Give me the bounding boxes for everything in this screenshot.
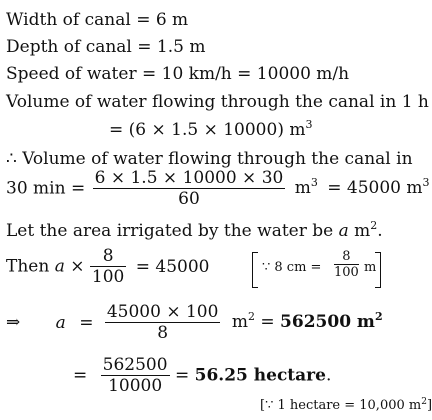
note-right-bracket [375, 252, 381, 288]
hectare-result-group [175, 366, 331, 386]
volume-30min-result-text: = 45000 m [327, 177, 423, 198]
note-left-bracket [252, 252, 258, 288]
a-numerator: 45000 × 100 [106, 302, 219, 322]
hectare-equals-2: = [174, 365, 195, 386]
hectare-period: . [325, 365, 332, 386]
then-equation [6, 246, 210, 287]
a-variable: a [55, 312, 66, 333]
then-denominator: 100 [91, 267, 125, 287]
then-numerator: 8 [102, 246, 114, 266]
volume-30min-fraction [93, 168, 286, 209]
a-result-exp: 2 [374, 309, 383, 323]
volume-30min-unit-exp: 3 [310, 175, 318, 189]
speed-line: Speed of water = 10 km/h = 10000 m/h [6, 64, 350, 84]
a-result: 562500 m [280, 311, 375, 332]
volume-30min-unit [294, 175, 318, 198]
volume-30min-label: ∴ Volume of water flowing through the canal in [6, 149, 413, 169]
then-fraction [90, 246, 126, 287]
note-numerator: 8 [342, 249, 351, 264]
note-unit: m [364, 260, 377, 275]
a-unit-group [231, 309, 383, 332]
volume-30min-denominator: 60 [93, 188, 286, 209]
volume-1h-expression [109, 120, 312, 142]
area-intro-line [6, 221, 383, 243]
footnote-text: [∵ 1 hectare = 10,000 m [260, 398, 422, 413]
a-unit-exp: 2 [247, 309, 255, 323]
width-line: Width of canal = 6 m [6, 10, 189, 30]
area-period: . [377, 221, 383, 241]
volume-30min-numerator: 6 × 1.5 × 10000 × 30 [94, 168, 284, 188]
note-because: ∵ 8 cm = [262, 260, 322, 275]
a-equation [6, 302, 383, 343]
footnote [260, 398, 432, 413]
depth-line: Depth of canal = 1.5 m [6, 37, 206, 57]
a-equals-2: = [254, 311, 281, 332]
a-equals: = [79, 312, 94, 333]
area-variable: a [338, 221, 349, 241]
hectare-numerator: 562500 [102, 355, 168, 375]
then-variable: a [54, 256, 65, 277]
note-fraction [334, 249, 359, 280]
a-denominator: 8 [105, 322, 221, 343]
volume-30min-result-exp: 3 [422, 175, 430, 189]
hectare-equation [73, 355, 331, 396]
then-prefix-group [6, 257, 90, 277]
area-unit: m [348, 221, 371, 241]
footnote-close: ] [426, 398, 432, 413]
then-times: × [64, 256, 90, 277]
hectare-equals: = [73, 365, 88, 386]
volume-30min-result [327, 175, 430, 198]
volume-30min-unit-text: m [294, 177, 311, 198]
implies-symbol: ⇒ [6, 312, 21, 333]
a-unit: m [231, 311, 248, 332]
then-result: = 45000 [135, 256, 210, 277]
volume-30min-prefix: 30 min = [6, 178, 86, 199]
footnote-exp: 2 [421, 397, 427, 407]
then-prefix: Then [6, 256, 55, 277]
note-denominator: 100 [334, 265, 359, 280]
volume-1h-expr-text: = (6 × 1.5 × 10000) m [109, 120, 306, 140]
hectare-fraction [101, 355, 170, 396]
area-intro-text: Let the area irrigated by the water be [6, 221, 339, 241]
volume-1h-exponent: 3 [305, 118, 313, 131]
area-unit-exp: 2 [370, 219, 378, 232]
volume-30min-expression [6, 168, 430, 209]
hectare-result: 56.25 hectare [194, 365, 326, 386]
a-fraction [105, 302, 221, 343]
volume-1h-label: Volume of water flowing through the canal in 1 h [6, 92, 429, 112]
hectare-denominator: 10000 [101, 375, 170, 396]
